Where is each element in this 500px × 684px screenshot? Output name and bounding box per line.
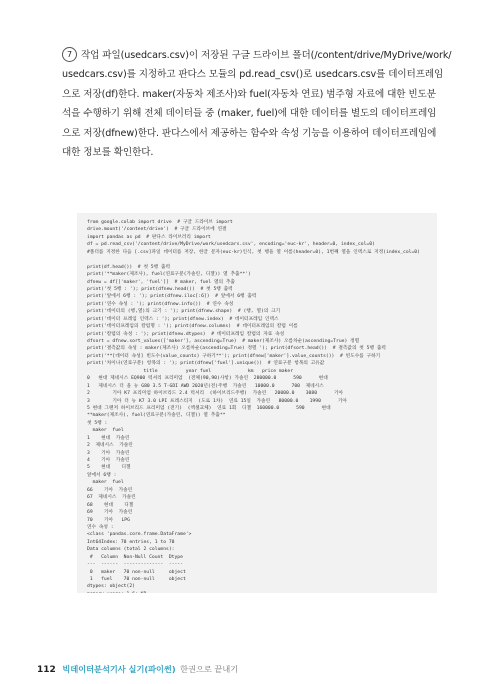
code-line: 첫 5행 : [87, 420, 108, 426]
code-line: print('**maker(제조사), fuel(연료구분(가솔린, 디젤)) 열 추출**') [87, 272, 251, 278]
code-line: dfnew = df[['maker', 'fuel']] # maker, fuel 열의 추출 [87, 279, 235, 285]
code-line: 2 기아 K7 프리미엄 하이브리드 2.4 럭셔리 (하이브리드주행) 가솔린 20000.0 3080 기아 [87, 391, 344, 397]
code-line: **maker(제조사), fuel(연료구분(가솔린, 디젤)) 열 추출** [87, 413, 226, 419]
code-line: print('데이터프레임의 칼럼명 : '); print(dfnew.columns) # 데이터프레임의 칼럼 이름 [87, 324, 298, 330]
code-line: print('첫 5행 : '); print(dfnew.head()) # 첫 5행 출력 [87, 286, 233, 292]
code-listing [87, 219, 437, 593]
code-line: 5 현대 디젤 [87, 465, 131, 471]
code-line: 0 현대 제네시스 EQ900 럭셔리 프리미엄 (전체(90,90)사항) 가솔린 280000.0 590 현대 [87, 376, 328, 382]
code-line: # Column Non-Null Count Dtype [87, 554, 183, 560]
code-line: 4 기아 가솔린 [87, 458, 130, 463]
code-line: --- ------ -------------- ----- [87, 562, 183, 568]
code-line: 2 제네시스 가솔린 [87, 443, 133, 449]
paragraph-line: 으로 저장(df)한다. maker(자동차 제조사)와 fuel(자동차 연료) 범주형 자료에 대한 빈도분 [62, 88, 436, 100]
code-line: print('앞에서 6행 : '); print(dfnew.iloc[:6]) # 앞에서 6행 출력 [87, 294, 257, 300]
code-line: print('데이터의 (행,열)의 크기 : '); print(dfnew.shape) # (행, 열)의 크기 [87, 309, 281, 315]
code-line: print('데이터 프레임 인덱스 : '); print(dfnew.index) # 데이터프레임 인덱스 [87, 316, 279, 322]
code-line [87, 591, 437, 593]
paragraph-line: usedcars.csv)를 지정하고 판다스 모듈의 pd.read_csv()로 usedcars.csv를 데이터프레임 [62, 69, 444, 81]
code-line: from google.colab import drive # 구글 드라이브 import [87, 220, 233, 225]
book-subtitle: 한권으로 끝내기 [180, 664, 239, 674]
code-line: #폴더를 지정한 다음 [.csv]파일 데이터를 저장, 한글 문자(euc-kr)인식, 첫 행을 열 이름(header=0), 1번째 열을 인덱스로 지정(index_col=0) [87, 249, 420, 255]
code-line: 1 현대 가솔린 [87, 435, 130, 441]
code-line: 69 기아 가솔린 [87, 510, 133, 516]
code-line: print('칼럼의 속성 : '); print(dfnew.dtypes) # 데이터프레임 칼럼의 자료 속성 [87, 331, 285, 337]
code-line: 앞에서 6행 : [87, 472, 117, 478]
paragraph-line: 석을 수행하기 위해 전체 데이터들 중 (maker, fuel)에 대한 데이터를 별도의 데이터프레임 [62, 108, 437, 120]
code-line: 5 현대 그랜저 하이브리드 프리미엄 (전기) (액셀교체) 연료 1회 디젤 160000.0 590 현대 [87, 405, 331, 411]
code-line: print('**[데이터 속성] 빈도수(value_counts) 구하기**'); print(dfnew['maker'].value_counts()) # 빈도수를 구하기 [87, 353, 381, 359]
code-line: print('차이나(연료구분) 항목의 : '); print(dfnew['fuel'].unique()) # 연료구분 항목의 고유값 [87, 361, 325, 367]
code-line: 66 기아 가솔린 [87, 487, 133, 493]
paragraph-line: 대한 정보를 확인한다. [62, 147, 154, 159]
code-line: print('연수 속성 : '); print(dfnew.info()) # 연수 속성 [87, 301, 234, 307]
code-line: print('결측값의 속성 : maker(제조사) 오름차순(ascending=True) 정렬 '); print(dfsort.head()) # 결측값의 첫 5행 출력 [87, 346, 386, 352]
code-line: 0 maker 70 non-null object [87, 569, 186, 575]
code-line: dfsort = dfnew.sort_values(['maker'], ascending=True) # maker(제조사) 오름차순(ascending=True) 정렬 [87, 339, 360, 344]
paragraph-line: 으로 저장(dfnew)한다. 판다스에서 제공하는 함수와 속성 기능을 이용하여 데이터프레임에 [62, 127, 437, 139]
code-line: df = pd.read_csv('/content/drive/MyDrive/work/usedcars.csv', encoding='euc-kr', header=0, index_col=0) [87, 242, 375, 248]
code-line: 1 제네시스 더 올 뉴 G80 3.5 T-GDI AWD 2020년(전)주행 가솔린 10000.0 700 제네시스 [87, 383, 324, 389]
code-line: drive.mount('/content/drive') # 구글 드라이브에 연결 [87, 227, 227, 233]
paragraph-line-text: 작업 파일(usedcars.csv)이 저장된 구글 드라이브 폴더(/content/drive/MyDrive/work/ [81, 50, 452, 61]
code-line: Data columns (total 2 columns): [87, 547, 175, 553]
code-line: dtypes: object(2) [87, 584, 135, 590]
code-line: 3 기아 가솔린 [87, 450, 130, 456]
code-line: 70 기아 LPG [87, 517, 130, 523]
code-line [87, 256, 437, 263]
code-line: 68 현대 디젤 [87, 502, 134, 508]
instruction-paragraph [62, 46, 462, 162]
code-line: import pandas as pd # 판다스 라이브러리 import [87, 234, 211, 240]
paragraph-line [62, 46, 462, 65]
code-output-box [77, 213, 437, 593]
code-line: title year fuel km price maker [87, 368, 294, 374]
code-line: 67 제네시스 가솔린 [87, 495, 136, 501]
code-line: print(df.head()) # 첫 5행 출력 [87, 264, 171, 270]
code-line: 연수 속성 : [87, 524, 114, 530]
page-footer [37, 664, 238, 675]
code-line: 3 기아 더 뉴 K7 3.0 LPI 프레스티지 (도로 1차) 연료 15일 가솔린 80000.0 1990 기아 [87, 398, 347, 404]
code-line: maker fuel [87, 480, 124, 486]
code-line: maker fuel [87, 428, 124, 434]
code-line: <class 'pandas.core.frame.DataFrame'> [87, 532, 192, 538]
item-number-marker: 7 [62, 47, 77, 62]
code-line: Int64Index: 70 entries, 1 to 70 [87, 539, 175, 545]
book-title: 빅데이터분석기사 실기(파이썬) [62, 664, 176, 674]
page-number: 112 [37, 665, 56, 675]
code-line: 1 fuel 70 non-null object [87, 577, 186, 582]
